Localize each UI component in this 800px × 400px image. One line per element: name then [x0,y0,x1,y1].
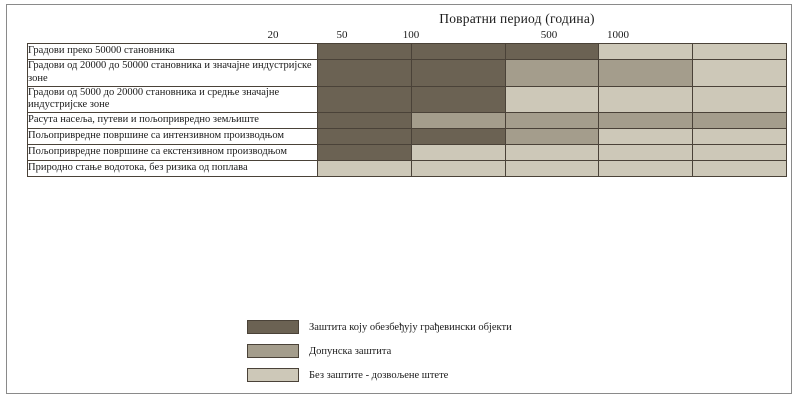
legend-label: Без заштите - дозвољене штете [309,369,449,381]
matrix-cell [505,113,599,129]
legend [247,315,667,387]
legend-swatch [247,368,299,382]
matrix-cell [318,44,412,60]
matrix-cell [318,145,412,161]
table-row [28,129,787,145]
x-tick-4: 1000 [607,29,629,41]
table-row [28,86,787,113]
table-row [28,161,787,177]
matrix-cell [693,145,787,161]
row-label: Градови од 5000 до 20000 становника и средње значајне индустријске зоне [28,86,318,113]
matrix-cell [411,129,505,145]
matrix-cell [411,113,505,129]
table-row [28,113,787,129]
row-label: Пољопривредне површине са интензивном производњом [28,129,318,145]
matrix-cell [505,86,599,113]
matrix-cell [318,86,412,113]
legend-item [247,315,667,339]
matrix-cell [505,129,599,145]
matrix-cell [693,161,787,177]
matrix-cell [599,161,693,177]
legend-swatch [247,320,299,334]
legend-swatch [247,344,299,358]
table-row [28,44,787,60]
legend-label: Заштита коју обезбеђују грађевински објекти [309,321,512,333]
matrix-cell [599,129,693,145]
matrix-cell [599,44,693,60]
matrix-cell [693,86,787,113]
matrix-cell [693,44,787,60]
table-row [28,145,787,161]
matrix-cell [599,60,693,87]
matrix-cell [599,145,693,161]
x-tick-2: 100 [402,29,420,41]
row-label: Пољопривредне површине са екстензивном производњом [28,145,318,161]
matrix-cell [318,60,412,87]
matrix-cell [599,113,693,129]
matrix-cell [411,145,505,161]
x-tick-0: 20 [267,29,279,41]
chart-frame [6,4,792,394]
legend-item [247,339,667,363]
matrix-cell [505,161,599,177]
matrix-cell [505,60,599,87]
matrix-cell [599,86,693,113]
protection-matrix [27,43,787,177]
table-row [28,60,787,87]
matrix-cell [318,161,412,177]
chart-title: Повратни период (година) [439,11,595,26]
matrix-cell [318,113,412,129]
matrix-cell [411,161,505,177]
matrix-grid [27,43,787,299]
matrix-cell [411,86,505,113]
row-label: Природно стање водотока, без ризика од поплава [28,161,318,177]
matrix-cell [693,113,787,129]
row-label: Градови од 20000 до 50000 становника и значајне индустријске зоне [28,60,318,87]
legend-label: Допунска заштита [309,345,392,357]
matrix-cell [411,60,505,87]
matrix-cell [411,44,505,60]
x-tick-3: 500 [540,29,558,41]
matrix-cell [693,60,787,87]
matrix-cell [505,44,599,60]
legend-item [247,363,667,387]
x-tick-1: 50 [336,29,348,41]
matrix-cell [505,145,599,161]
row-label: Расута насеља, путеви и пољопривредно земљиште [28,113,318,129]
matrix-cell [693,129,787,145]
x-axis-tick-labels [239,29,787,43]
matrix-cell [318,129,412,145]
row-label: Градови преко 50000 становника [28,44,318,60]
